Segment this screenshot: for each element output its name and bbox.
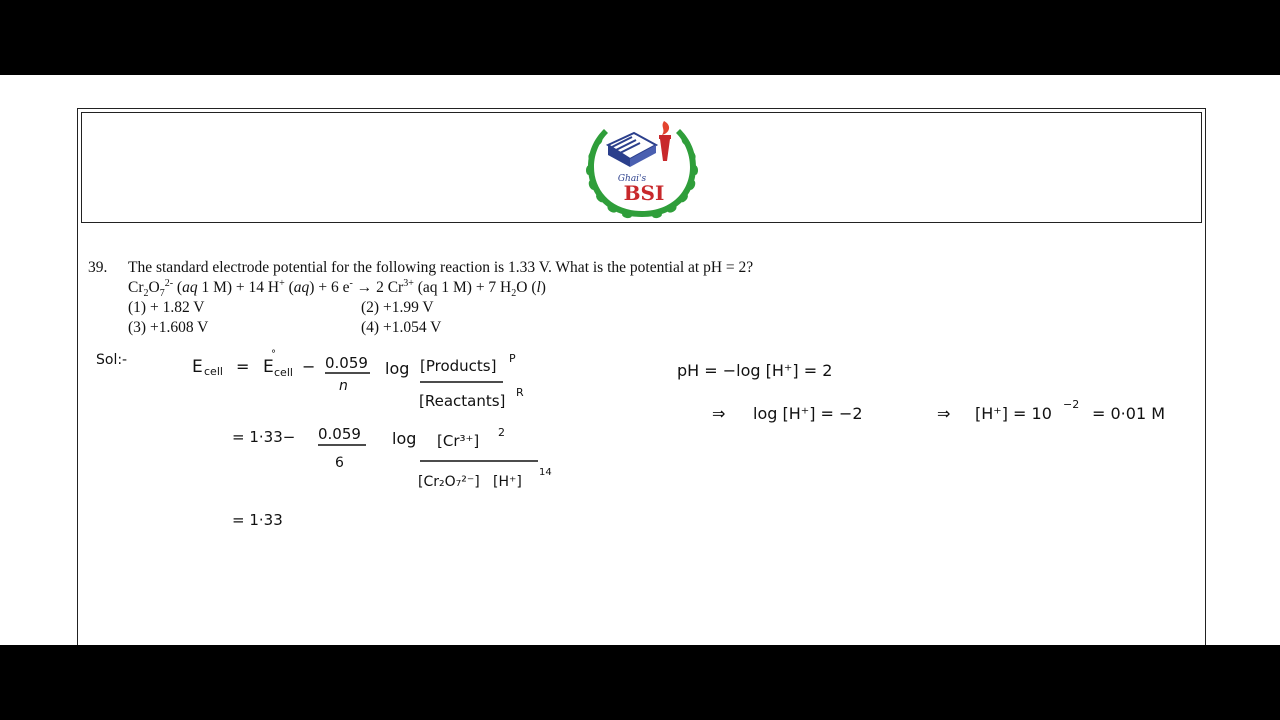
fraction2-numerator: 0.059 bbox=[318, 425, 361, 443]
fraction1-numerator: 0.059 bbox=[325, 354, 368, 372]
line2-start: = 1·33− bbox=[232, 428, 296, 446]
page bbox=[0, 75, 1280, 645]
implies-2: ⇒ bbox=[937, 404, 951, 423]
products-term: [Products] bbox=[420, 357, 497, 375]
log-h-equation: log [H⁺] = −2 bbox=[753, 404, 863, 423]
fraction2-denominator: 6 bbox=[335, 455, 344, 471]
ecell-symbol: E bbox=[192, 357, 203, 377]
implies-1: ⇒ bbox=[712, 404, 726, 423]
ph-equation: pH = −log [H⁺] = 2 bbox=[677, 361, 833, 380]
option-2: (2) +1.99 V bbox=[361, 299, 434, 316]
log-1: log bbox=[385, 359, 410, 378]
option-4: (4) +1.054 V bbox=[361, 319, 442, 336]
h-concentration-result: = 0·01 M bbox=[1092, 404, 1166, 423]
log-2: log bbox=[392, 429, 417, 448]
option-1: (1) + 1.82 V bbox=[128, 299, 205, 316]
logo-brand: BSI bbox=[623, 181, 665, 205]
question-number: 39. bbox=[88, 259, 108, 276]
e-standard-degree: ° bbox=[271, 349, 276, 360]
question-text: The standard electrode potential for the following reaction is 1.33 V. What is the potential at pH = 2? bbox=[128, 259, 754, 276]
sol-label: Sol:- bbox=[96, 352, 128, 368]
hydrogen-power: 14 bbox=[539, 467, 552, 478]
e-standard-symbol: E bbox=[263, 357, 274, 377]
reactants-power: R bbox=[516, 386, 524, 399]
cr3-power: 2 bbox=[498, 426, 505, 439]
minus-sign: − bbox=[302, 357, 316, 376]
fraction1-denominator: n bbox=[339, 378, 348, 394]
logo-top-text: Ghai's bbox=[617, 174, 647, 184]
ecell-subscript: cell bbox=[204, 365, 223, 378]
reactants-term: [Reactants] bbox=[419, 392, 506, 410]
reaction-equation: $Cr_2O_7^{2-}$ (aq 1 M) + 14 H+ (aq) + 6 e- → 2 $Cr^{3+}$ (aq 1 M) + 7 $H_2O$ (l) bbox=[128, 277, 546, 300]
h-concentration-power: −2 bbox=[1063, 398, 1080, 411]
option-3: (3) +1.608 V bbox=[128, 319, 209, 336]
h-concentration: [H⁺] = 10 bbox=[975, 404, 1052, 423]
line3-result: = 1·33 bbox=[232, 511, 283, 529]
cr3-term: [Cr³⁺] bbox=[437, 432, 480, 450]
dichromate-term: [Cr₂O₇²⁻] bbox=[418, 474, 480, 490]
products-power: P bbox=[509, 352, 516, 365]
equals-1: = bbox=[236, 357, 250, 376]
hydrogen-term: [H⁺] bbox=[493, 474, 522, 490]
handwritten-solution bbox=[0, 75, 1280, 645]
e-standard-subscript: cell bbox=[274, 366, 293, 379]
